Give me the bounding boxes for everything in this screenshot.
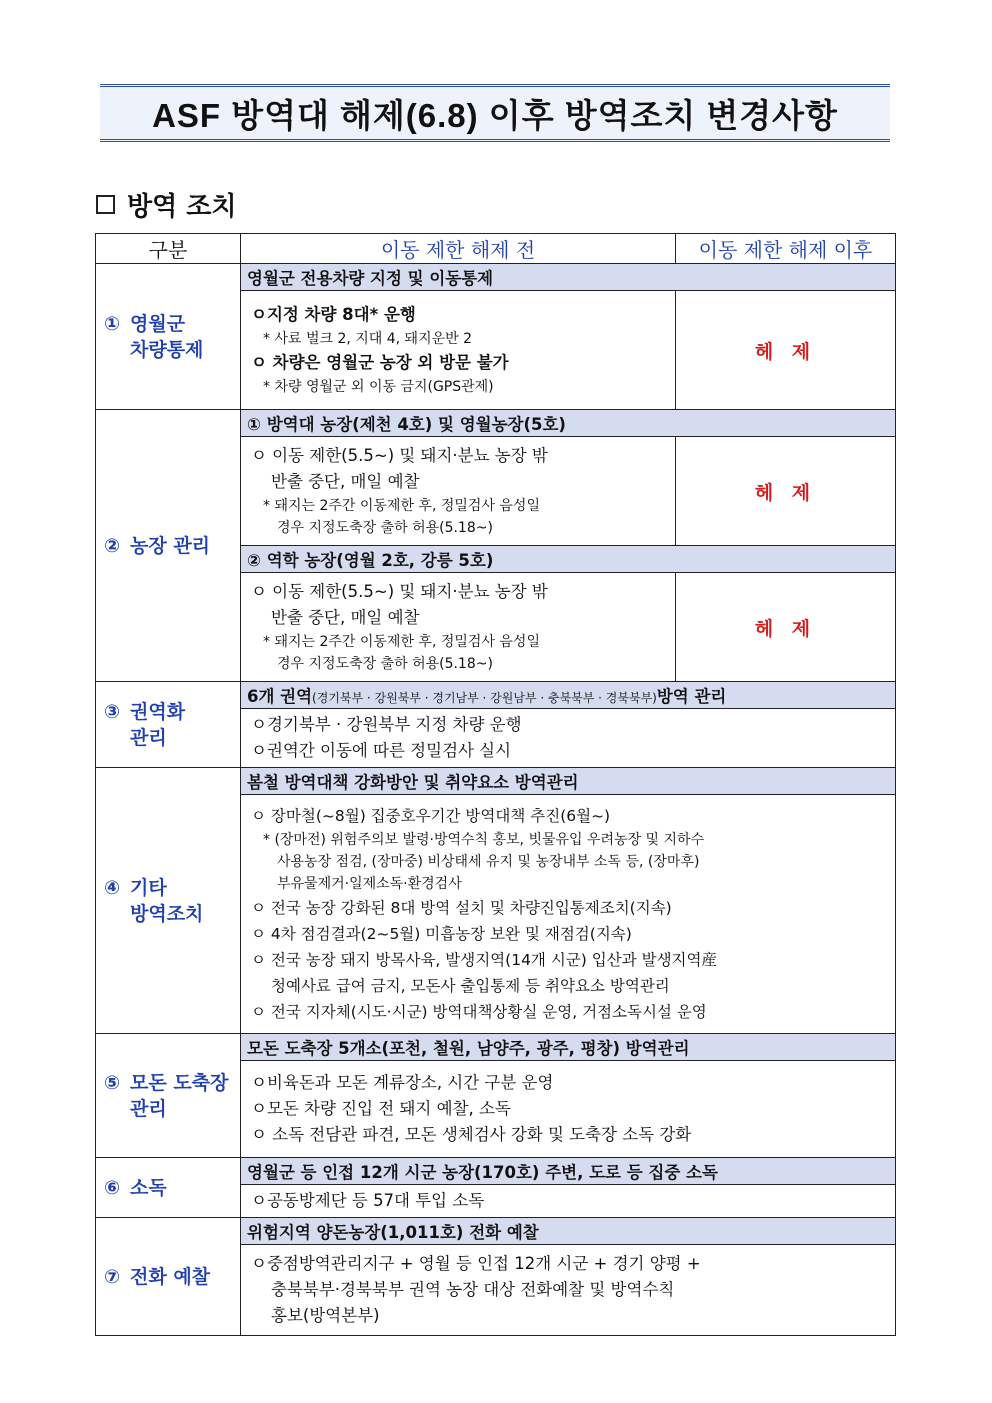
note-line: 경우 지정도축장 출하 허용(5.18~) xyxy=(277,520,493,536)
category-label: 관리 xyxy=(130,726,167,749)
band-heading: 위험지역 양돈농장(1,011호) 전화 예찰 xyxy=(241,1218,896,1245)
category-number: ② xyxy=(104,534,121,557)
content-cell xyxy=(241,437,676,546)
content-line: ㅇ권역간 이동에 따른 정밀검사 실시 xyxy=(251,741,512,760)
category-number: ④ xyxy=(104,876,121,899)
content-line: ㅇ중점방역관리지구 + 영월 등 인접 12개 시군 + 경기 양평 + xyxy=(251,1254,701,1273)
category-number: ⑦ xyxy=(104,1265,121,1288)
band-text-small: (경기북부 · 강원북부 · 경기남부 · 강원남부 · 충북북부 · 경북북부) xyxy=(312,691,657,705)
table-row xyxy=(96,1034,896,1061)
content-line: 청예사료 급여 금지, 모돈사 출입통제 등 취약요소 방역관리 xyxy=(271,977,670,995)
content-line: ㅇ비육돈과 모돈 계류장소, 시간 구분 운영 xyxy=(251,1073,554,1092)
band-heading: 모돈 도축장 5개소(포천, 철원, 남양주, 광주, 평창) 방역관리 xyxy=(241,1034,896,1061)
table-row xyxy=(96,768,896,795)
content-line: ㅇ 차량은 영월군 농장 외 방문 불가 xyxy=(251,353,509,372)
category-cell xyxy=(96,410,241,682)
header-after: 이동 제한 해제 이후 xyxy=(676,234,896,264)
content-line: ㅇ모돈 차량 진입 전 돼지 예찰, 소독 xyxy=(251,1099,511,1118)
category-label: 차량통제 xyxy=(130,338,204,361)
header-before: 이동 제한 해제 전 xyxy=(241,234,676,264)
category-cell xyxy=(96,264,241,410)
content-line: 홍보(방역본부) xyxy=(271,1306,380,1325)
content-line: ㅇ 소독 전담관 파견, 모돈 생체검사 강화 및 도축장 소독 강화 xyxy=(251,1125,692,1144)
category-cell xyxy=(96,682,241,768)
band-heading xyxy=(241,682,896,709)
band-text: 6개 권역 xyxy=(247,687,313,706)
content-line: 반출 중단, 매일 예찰 xyxy=(271,472,420,491)
category-cell xyxy=(96,768,241,1034)
header-category: 구분 xyxy=(96,234,241,264)
content-cell xyxy=(241,795,896,1034)
table-row xyxy=(96,264,896,291)
category-label: 농장 관리 xyxy=(130,534,211,557)
note-line: 사용농장 점검, (장마중) 비상태세 유지 및 농장내부 소독 등, (장마후) xyxy=(277,854,700,870)
section-title: 방역 조치 xyxy=(127,192,237,222)
category-cell xyxy=(96,1218,241,1336)
category-label: 관리 xyxy=(130,1097,167,1120)
content-line: ㅇ 전국 농장 돼지 방목사육, 발생지역(14개 시군) 입산과 발생지역産 xyxy=(251,951,717,969)
table-header-row xyxy=(96,234,896,264)
content-line: ㅇ 장마철(~8월) 집중호우기간 방역대책 추진(6월~) xyxy=(251,807,611,825)
band-heading: 봄철 방역대책 강화방안 및 취약요소 방역관리 xyxy=(241,768,896,795)
lifted-status: 헤 제 xyxy=(676,437,896,546)
measures-table xyxy=(95,233,896,1336)
table-row xyxy=(96,682,896,709)
note-line: * 돼지는 2주간 이동제한 후, 정밀검사 음성일 xyxy=(263,634,540,650)
band-heading: ① 방역대 농장(제천 4호) 및 영월농장(5호) xyxy=(241,410,896,437)
category-number: ① xyxy=(104,312,121,335)
band-heading: ② 역학 농장(영월 2호, 강릉 5호) xyxy=(241,546,896,573)
content-line: ㅇ공동방제단 등 57대 투입 소독 xyxy=(251,1191,485,1210)
content-cell xyxy=(241,573,676,682)
content-line: 충북북부·경북북부 권역 농장 대상 전화예찰 및 방역수칙 xyxy=(271,1280,675,1299)
table-row xyxy=(96,410,896,437)
content-cell xyxy=(241,709,896,768)
note-line: * 차량 영월군 외 이동 금지(GPS관제) xyxy=(263,379,494,395)
note-line: * (장마전) 위험주의보 발령·방역수칙 홍보, 빗물유입 우려농장 및 지하수 xyxy=(263,832,705,848)
lifted-status: 헤 제 xyxy=(676,573,896,682)
content-line: ㅇ경기북부 · 강원북부 지정 차량 운행 xyxy=(251,715,522,734)
note-line: * 돼지는 2주간 이동제한 후, 정밀검사 음성일 xyxy=(263,498,540,514)
content-cell xyxy=(241,1245,896,1336)
content-line: 반출 중단, 매일 예찰 xyxy=(271,608,420,627)
content-cell xyxy=(241,291,676,410)
band-heading: 영월군 등 인접 12개 시군 농장(170호) 주변, 도로 등 집중 소독 xyxy=(241,1158,896,1185)
content-cell xyxy=(241,1061,896,1158)
content-line: ㅇ 이동 제한(5.5~) 및 돼지·분뇨 농장 밖 xyxy=(251,446,548,465)
category-number: ⑤ xyxy=(104,1071,121,1094)
category-label: 방역조치 xyxy=(130,902,204,925)
lifted-status: 헤 제 xyxy=(676,291,896,410)
category-number: ⑥ xyxy=(104,1176,121,1199)
band-heading: 영월군 전용차량 지정 및 이동통제 xyxy=(241,264,896,291)
category-label: 전화 예찰 xyxy=(130,1265,211,1288)
note-line: * 사료 벌크 2, 지대 4, 돼지운반 2 xyxy=(263,331,473,347)
content-line: ㅇ지정 차량 8대* 운행 xyxy=(251,305,416,324)
content-line: ㅇ 이동 제한(5.5~) 및 돼지·분뇨 농장 밖 xyxy=(251,582,548,601)
category-label: 권역화 xyxy=(130,700,186,723)
category-label: 모돈 도축장 xyxy=(130,1071,229,1094)
content-line: ㅇ 전국 농장 강화된 8대 방역 설치 및 차량진입통제조치(지속) xyxy=(251,899,672,917)
category-number: ③ xyxy=(104,700,121,723)
note-line: 부유물제거·일제소독·환경검사 xyxy=(277,876,462,892)
content-line: ㅇ 4차 점검결과(2~5월) 미흡농장 보완 및 재점검(지속) xyxy=(251,925,632,943)
section-heading xyxy=(96,186,237,223)
table-row xyxy=(96,1158,896,1185)
category-cell xyxy=(96,1034,241,1158)
checkbox-square-icon xyxy=(96,195,115,214)
category-label: 영월군 xyxy=(130,312,186,335)
category-label: 소독 xyxy=(130,1176,167,1199)
content-line: ㅇ 전국 지자체(시도·시군) 방역대책상황실 운영, 거점소독시설 운영 xyxy=(251,1003,707,1021)
content-cell xyxy=(241,1185,896,1218)
band-text: 방역 관리 xyxy=(656,687,727,706)
document-title: ASF 방역대 해제(6.8) 이후 방역조치 변경사항 xyxy=(152,96,838,134)
category-cell xyxy=(96,1158,241,1218)
category-label: 기타 xyxy=(130,876,167,899)
note-line: 경우 지정도축장 출하 허용(5.18~) xyxy=(277,656,493,672)
table-row xyxy=(96,1218,896,1245)
title-box xyxy=(100,84,890,142)
